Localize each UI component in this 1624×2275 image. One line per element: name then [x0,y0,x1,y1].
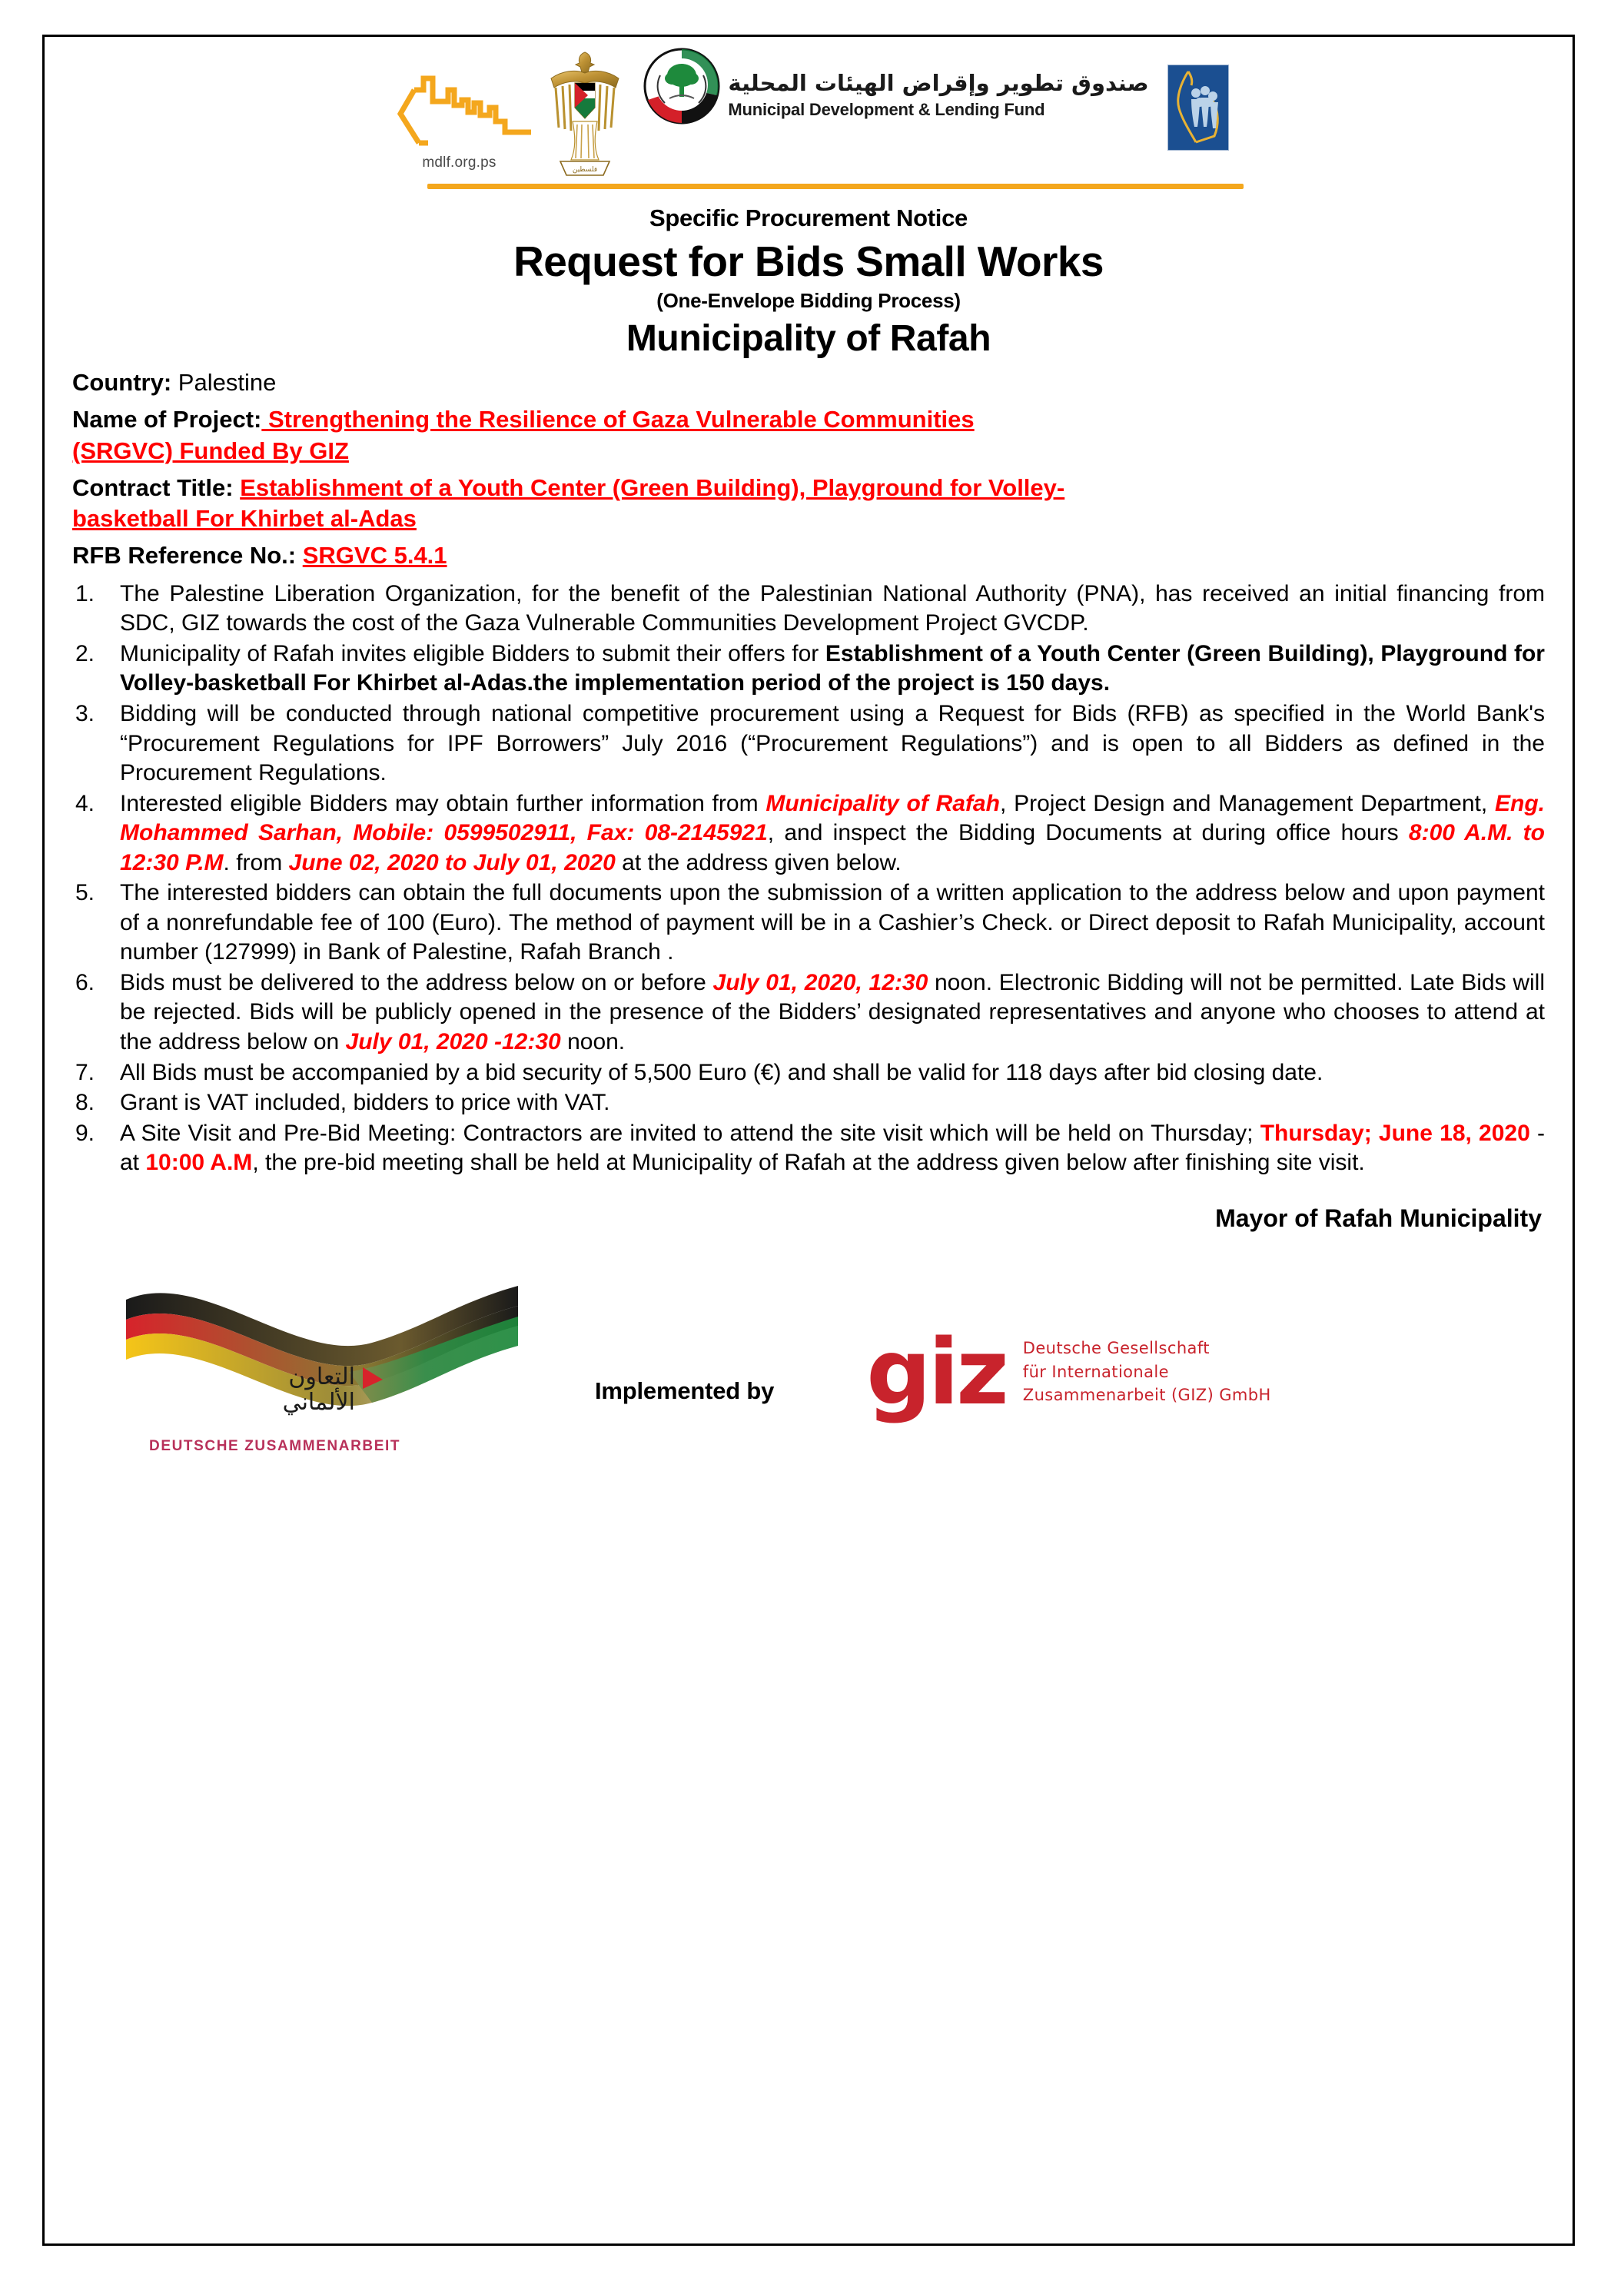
clause-item [72,878,1545,968]
clause-text-run: 8:00 A.M. to 12:30 P.M [120,820,1545,875]
clause-text-run: Establishment of a Youth Center (Green Building), Playground for Volley-basketball For Khirbet al-Adas.the implementation period of the project is 150 days. [120,640,1545,696]
rfb-value: SRGVC 5.4.1 [302,542,447,570]
clause-text-run: - at [120,1120,1545,1176]
contract-value-line1: Establishment of a Youth Center (Green Building), Playground for Volley- [240,473,1065,501]
signoff-mayor: Mayor of Rafah Municipality [1215,1204,1542,1232]
project-value-line1: Strengthening the Resilience of Gaza Vulnerable Communities [261,406,975,433]
clause-number: 2. [75,640,95,666]
giz-fullname-line2: für Internationale [1022,1362,1169,1381]
clause-item [72,1058,1545,1088]
clause-text-run: , the pre-bid meeting shall be held at Municipality of Rafah at the address given below after finishing site visit. [252,1150,1365,1176]
contract-row [72,473,1545,535]
clause-number: 7. [75,1059,95,1085]
clause-text-run: Municipality of Rafah invites eligible Bidders to submit their offers for [120,640,825,666]
country-value: Palestine [178,369,277,396]
clause-text-run: Bidding will be conducted through national competitive procurement using a Request for Bids (RFB) as specified in the World Bank's “Procurement Regulations for IPF Borrowers” July 2016 (“Procurement Regulations”) and is open to all Bidders as defined in the Procurement Regulations. [120,700,1545,786]
clause-text-run: Municipality of Rafah [766,790,1000,816]
clause-text-run: The interested bidders can obtain the full documents upon the submission of a written application to the address below and upon payment of a nonrefundable fee of 100 (Euro). The method of payment will be in a Cashier’s Check. or Direct deposit to Rafah Municipality, account number (127999) in Bank of Palestine, Rafah Branch . [120,880,1545,965]
clause-number: 4. [75,790,95,816]
community-hand-logo [1167,65,1229,151]
clause-text-run: Grant is VAT included, bidders to price with VAT. [120,1090,610,1116]
giz-fullname [1023,1337,1271,1407]
clause-text-run: June 02, 2020 to July 01, 2020 [288,849,616,875]
giz-wordmark: giz [866,1318,1006,1425]
clause-text-run: July 01, 2020, 12:30 [712,969,928,995]
clause-text-run: The Palestine Liberation Organization, for the benefit of the Palestinian National Authority (PNA), has received an initial financing from SDC, GIZ towards the cost of the Gaza Vulnerable Communities Development Project GVCDP. [120,580,1545,636]
clause-text-run: at the address given below. [615,849,902,875]
rfb-label: RFB Reference No.: [72,542,297,570]
giz-fullname-line1: Deutsche Gesellschaft [1022,1339,1210,1358]
header-gold-rule [427,184,1244,189]
entity-title: Municipality of Rafah [626,318,991,359]
country-row [72,367,1545,398]
clause-number: 1. [75,580,95,606]
clause-number: 5. [75,880,95,906]
clause-text-run: , and inspect the Bidding Documents at during office hours [767,820,1409,846]
clause-item [72,699,1545,789]
german-cooperation-logo [118,1272,549,1464]
page-title: Request for Bids Small Works [513,237,1104,285]
clause-number: 8. [75,1090,95,1116]
giz-fullname-line3: Zusammenarbeit (GIZ) GmbH [1022,1385,1271,1404]
clause-item [72,1088,1545,1118]
plo-eagle-emblem [542,48,628,180]
clause-text-run: Eng. Mohammed Sarhan, Mobile: 0599502911, Fax: 08-2145921 [120,790,1545,846]
clause-text-run: . from [223,849,289,875]
clause-item [72,968,1545,1058]
clause-text-run: Interested eligible Bidders may obtain further information from [120,790,766,816]
clause-text-run: , Project Design and Management Department, [999,790,1495,816]
mdlf-url-text: mdlf.org.ps [422,154,496,171]
project-label: Name of Project: [72,406,262,433]
clause-item [72,1119,1545,1178]
header-logo-band [72,37,1545,201]
process-subtitle: (One-Envelope Bidding Process) [656,289,961,312]
clause-text-run: All Bids must be accompanied by a bid security of 5,500 Euro (€) and shall be valid for 118 days after bid closing date. [120,1059,1323,1085]
clause-text-run: 10:00 A.M [145,1150,253,1176]
clause-number: 3. [75,700,95,726]
mdlf-circular-emblem [643,48,720,125]
project-row [72,404,1545,467]
rfb-row [72,540,1545,571]
document-page [42,35,1575,2246]
contract-label: Contract Title: [72,473,234,501]
footer-logo-band [72,1253,1545,1483]
german-coop-arabic [155,1364,355,1416]
mdlf-wordmark-group [643,48,1148,125]
implemented-by-label: Implemented by [595,1377,775,1404]
clause-text-run: noon. Electronic Bidding will not be permitted. Late Bids will be rejected. Bids will be publicly opened in the presence of the Bidders’ designated representatives and anyone who chooses to attend at the address below on [120,969,1546,1054]
clause-text-run: noon. [560,1028,626,1054]
procurement-clause-list [72,580,1545,1178]
svg-text:فلسطين: فلسطين [573,166,598,174]
country-label: Country: [72,369,172,396]
clause-item [72,580,1545,639]
mdlf-english-name: Municipal Development & Lending Fund [728,99,1045,119]
clause-text-run: Bids must be delivered to the address below on or before [120,969,713,995]
german-coop-deutsche-label: DEUTSCHE ZUSAMMENARBEIT [149,1437,401,1454]
clause-text-run: Thursday; June 18, 2020 [1260,1120,1530,1146]
clause-number: 9. [75,1120,95,1146]
mdlf-skyline-logo [388,48,542,182]
meta-block [72,367,1545,572]
giz-logo [866,1318,1271,1425]
german-coop-arabic-line2: الألماني [282,1389,355,1416]
clause-item [72,789,1545,878]
clause-text-run: A Site Visit and Pre-Bid Meeting: Contractors are invited to attend the site visit which will be held on Thursday; [120,1120,1260,1146]
contract-value-line2: basketball For Khirbet al-Adas [72,505,417,533]
notice-subtitle: Specific Procurement Notice [649,204,968,231]
german-coop-arabic-line1: التعاون [288,1363,355,1390]
mdlf-arabic-name: صندوق تطوير وإقراض الهيئات المحلية [728,70,1149,97]
clause-item [72,639,1545,699]
project-value-line2: (SRGVC) Funded By GIZ [72,437,349,464]
clause-text-run: July 01, 2020 -12:30 [345,1028,561,1054]
clause-number: 6. [75,969,95,995]
